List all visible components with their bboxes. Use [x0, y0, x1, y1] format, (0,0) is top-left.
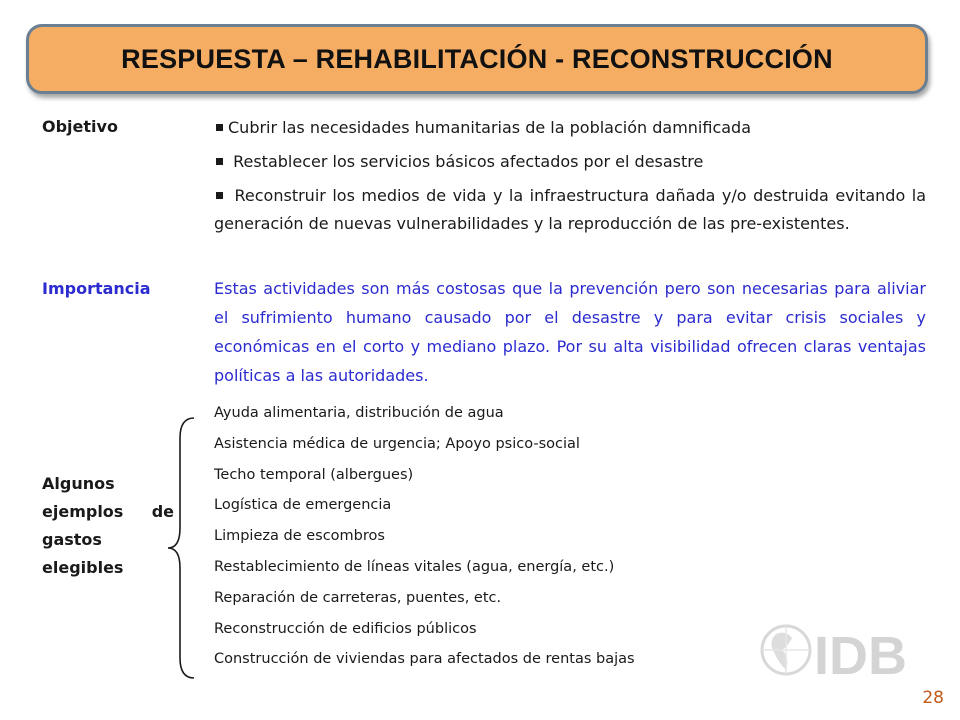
title-banner	[26, 24, 928, 94]
ejemplo-item: Reconstrucción de edificios públicos	[214, 620, 477, 637]
idb-logo-text: IDB	[814, 626, 907, 686]
ejemplo-item: Limpieza de escombros	[214, 528, 385, 545]
ejemplo-item: Reparación de carreteras, puentes, etc.	[214, 589, 502, 606]
slide-title: RESPUESTA – REHABILITACIÓN - RECONSTRUCCIÓN	[121, 43, 833, 74]
objetivo-item: Cubrir las necesidades humanitarias de la población damnificada	[214, 114, 926, 142]
bullet-icon	[216, 124, 223, 131]
bullet-icon	[216, 158, 223, 165]
curly-brace-icon	[166, 416, 200, 680]
ejemplo-item: Construcción de viviendas para afectados de rentas bajas	[214, 651, 635, 668]
page-number: 28	[922, 688, 944, 708]
objetivo-item: Reconstruir los medios de vida y la infraestructura dañada y/o destruida evitando la generación de nuevas vulnerabilidades y la reproducción de las pre-existentes.	[214, 186, 926, 233]
objetivo-item: Restablecer los servicios básicos afectados por el desastre	[214, 148, 926, 176]
ejemplo-item: Logística de emergencia	[214, 497, 392, 514]
ejemplo-item: Ayuda alimentaria, distribución de agua	[214, 405, 504, 421]
ejemplo-item: Techo temporal (albergues)	[214, 466, 414, 483]
objetivo-list	[214, 114, 926, 244]
bullet-icon	[216, 192, 223, 199]
ejemplos-list	[214, 398, 635, 675]
idb-logo	[756, 618, 912, 688]
objetivo-label: Objetivo	[42, 117, 118, 136]
ejemplo-item: Restablecimiento de líneas vitales (agua, energía, etc.)	[214, 558, 615, 575]
importancia-label: Importancia	[42, 279, 151, 298]
ejemplo-item: Asistencia médica de urgencia; Apoyo psico-social	[214, 435, 580, 452]
ejemplos-label: Algunos ejemplos de gastos elegibles	[42, 474, 174, 577]
importancia-text: Estas actividades son más costosas que la prevención pero son necesarias para aliviar el sufrimiento humano causado por el desastre y para evitar crisis sociales y económicas en el corto y mediano plazo. Por su alta visibilidad ofrecen claras ventajas políticas a las autoridades.	[214, 279, 926, 385]
